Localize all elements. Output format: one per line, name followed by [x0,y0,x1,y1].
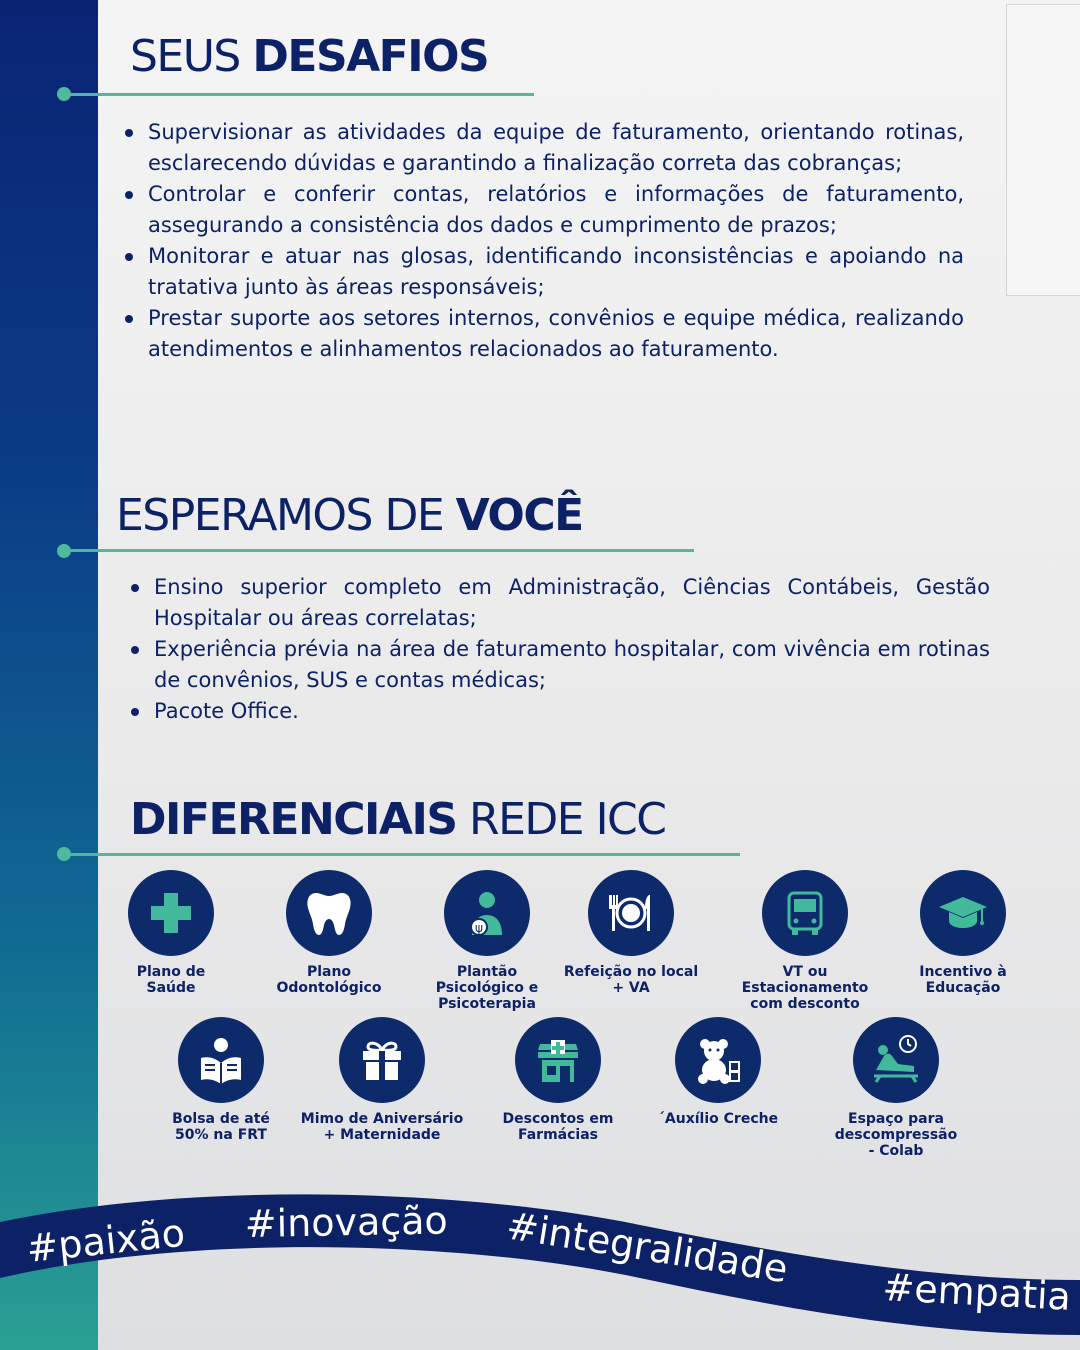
hashtag-banner [0,1170,1080,1350]
decorative-frame [1006,4,1080,296]
title-underline [64,549,694,552]
benefit-label: Refeição no local + VA [563,964,699,996]
expectations-title: ESPERAMOS DE VOCÊ [116,490,583,541]
benefit-item [297,1017,467,1143]
bullet-item: Monitorar e atuar nas glosas, identificando inconsistências e apoiando na tratativa junto às áreas responsáveis; [122,241,964,303]
relax-chair-icon [853,1017,939,1103]
benefit-item [244,870,414,996]
benefit-label: Plano Odontológico [276,964,382,996]
challenges-title: SEUS DESAFIOS [130,31,489,82]
hashtag-inovacao: #inovação [244,1198,449,1246]
benefit-label: Espaço para descompressão - Colab [834,1111,958,1159]
benefit-item [473,1017,643,1143]
benefit-label: Plantão Psicológico e Psicoterapia [435,964,539,1012]
plate-cutlery-icon [588,870,674,956]
benefit-item [720,870,890,1012]
expectations-list [128,572,990,727]
benefit-item [633,1017,803,1127]
graduation-cap-icon [920,870,1006,956]
title-underline [64,93,534,96]
benefit-item [811,1017,981,1159]
benefit-label: Bolsa de até 50% na FRT [172,1111,270,1143]
benefits-title: DIFERENCIAIS REDE ICC [130,794,666,845]
bullet-item: Pacote Office. [128,696,990,727]
bullet-item: Supervisionar as atividades da equipe de faturamento, orientando rotinas, esclarecendo dúvidas e garantindo a finalização correta das cobranças; [122,117,964,179]
teddy-bear-icon [675,1017,761,1103]
gift-icon [339,1017,425,1103]
left-gradient-bar [0,0,98,1350]
medical-cross-icon [128,870,214,956]
benefit-label: ´Auxílio Creche [657,1111,779,1127]
benefit-item [136,1017,306,1143]
bus-icon [762,870,848,956]
title-underline [64,853,740,856]
benefit-item [878,870,1048,996]
hashtag-empatia: #empatia [881,1265,1072,1319]
svg-text:ψ: ψ [475,921,483,935]
pharmacy-icon [515,1017,601,1103]
hashtag-paixao: #paixão [24,1210,187,1271]
bullet-item: Experiência prévia na área de faturamento hospitalar, com vivência em rotinas de convênios, SUS e contas médicas; [128,634,990,696]
tooth-icon [286,870,372,956]
benefit-item [546,870,716,996]
benefit-label: Mimo de Aniversário + Maternidade [300,1111,464,1143]
bullet-item: Controlar e conferir contas, relatórios e informações de faturamento, assegurando a consistência dos dados e cumprimento de prazos; [122,179,964,241]
benefit-label: VT ou Estacionamento com desconto [741,964,869,1012]
psychologist-icon [444,870,530,956]
benefit-item [86,870,256,996]
bullet-item: Ensino superior completo em Administração, Ciências Contábeis, Gestão Hospitalar ou áreas correlatas; [128,572,990,634]
benefit-label: Incentivo à Educação [919,964,1007,996]
benefit-label: Plano de Saúde [136,964,206,996]
hashtag-integralidade: #integralidade [503,1203,791,1292]
challenges-list [122,117,964,365]
benefit-label: Descontos em Farmácias [502,1111,614,1143]
reading-icon [178,1017,264,1103]
bullet-item: Prestar suporte aos setores internos, convênios e equipe médica, realizando atendimentos e alinhamentos relacionados ao faturamento. [122,303,964,365]
